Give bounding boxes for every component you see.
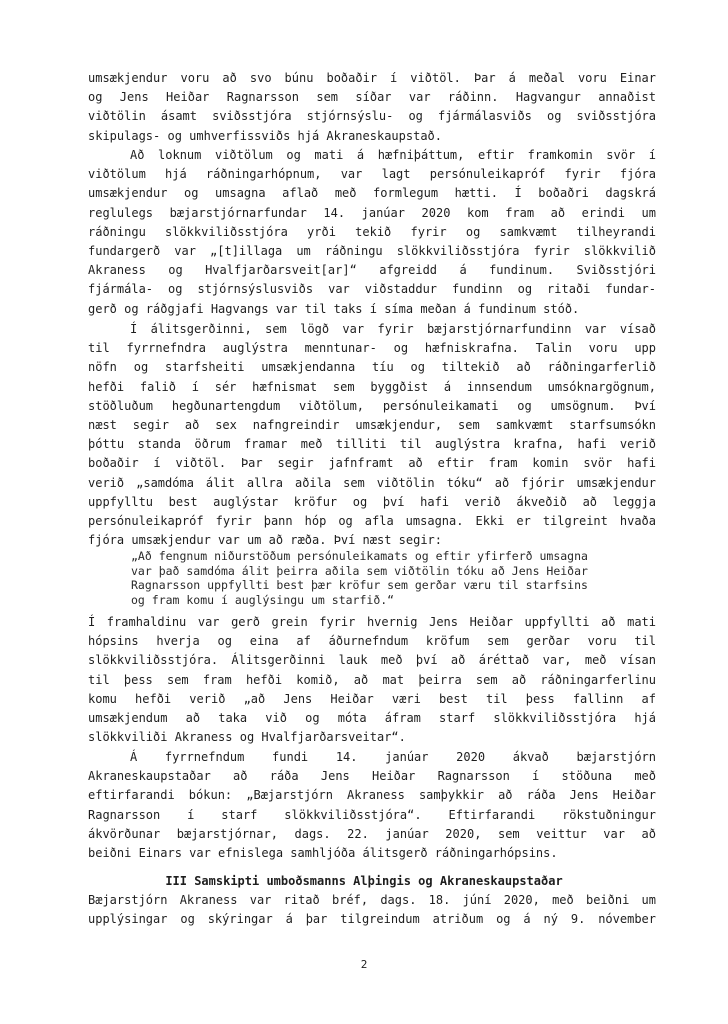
quote-line: og fram komu í auglýsingu um starfið.“ (131, 592, 395, 607)
text-line: og Jens Heiðar Ragnarsson sem síðar var ráðinn. Hagvangur annaðist (88, 90, 656, 105)
paragraph (88, 69, 656, 146)
text-line: beiðni Einars var efnislega samhljóða álitsgerð ráðningarhópsins. (88, 846, 558, 861)
text-line: til fyrrnefndra auglýstra menntunar- og hæfniskrafna. Talin voru upp (88, 341, 656, 356)
text-line: slökkviliði Akraness og Hvalfjarðarsveitar“. (88, 730, 406, 745)
text-line: umsækjendur voru að svo búnu boðaðir í viðtöl. Þar á meðal voru Einar (88, 71, 656, 85)
text-line: eftirfarandi bókun: „Bæjarstjórn Akraness samþykkir að ráða Jens Heiðar (88, 788, 656, 803)
text-line: viðtölin ásamt sviðsstjóra stjórnsýslu- og fjármálasviðs og sviðsstjóra (88, 109, 656, 124)
text-line: ráðningu slökkviliðsstjóra yrði tekið fyrir og samkvæmt tilheyrandi (88, 224, 656, 239)
text-line: fjóra umsækjendur var um að ræða. Því næst segir: (88, 533, 443, 548)
text-line: umsækjendur og umsagna aflað með formlegum hætti. Í boðaðri dagskrá (88, 186, 656, 201)
text-line: verið „samdóma álit allra aðila sem viðtölin tóku“ að fjórir umsækjendur (88, 475, 656, 490)
quote-line: „Að fengnum niðurstöðum persónuleikamats og eftir yfirferð umsagna (131, 549, 588, 563)
text-line: slökkviliðsstjóra. Álitsgerðinni lauk með því að áréttað var, með vísan (88, 653, 656, 668)
paragraph (88, 320, 656, 550)
text-line: umsækjendum að taka við og móta áfram starf slökkviliðsstjóra hjá (88, 711, 656, 726)
block-quote (131, 549, 649, 607)
text-line: næst segir að sex nafngreindir umsækjendur, sem samkvæmt starfsumsókn (88, 418, 656, 433)
text-line: nöfn og starfsheiti umsækjendanna tíu og tiltekið að ráðningarferlið (88, 360, 656, 375)
text-line: hópsins hverja og eina af áðurnefndum kröfum sem gerðar voru til (88, 634, 656, 649)
paragraph (88, 748, 656, 863)
text-line: hefði falið í sér hæfnismat sem byggðist á innsendum umsóknargögnum, (88, 379, 656, 394)
text-line: boðaðir í viðtöl. Þar segir jafnframt að eftir fram komin svör hafi (88, 456, 656, 471)
text-line: Í álitsgerðinni, sem lögð var fyrir bæjarstjórnarfundinn var vísað (130, 322, 656, 336)
text-line: skipulags- og umhverfissviðs hjá Akraneskaupstað. (88, 128, 443, 143)
text-line: þóttu standa öðrum framar með tilliti til auglýstra krafna, hafi verið (88, 437, 656, 452)
text-line: Akraness og Hvalfjarðarsveit[ar]“ afgreidd á fundinum. Sviðsstjóri (88, 263, 656, 278)
text-line: stöðluðum hegðunartengdum viðtölum, persónuleikamati og umsögnum. Því (88, 398, 656, 413)
quote-line: var það samdóma álit þeirra aðila sem viðtölin tóku að Jens Heiðar (131, 563, 588, 578)
text-line: Bæjarstjórn Akraness var ritað bréf, dags. 18. júní 2020, með beiðni um (88, 893, 656, 907)
text-line: ákvörðunar bæjarstjórnar, dags. 22. janúar 2020, sem veittur var að (88, 826, 656, 841)
paragraph (88, 891, 656, 929)
text-line: fundargerð var „[t]illaga um ráðningu slökkviliðsstjóra fyrir slökkvilið (88, 244, 656, 259)
text-line: Ragnarsson í starf slökkviliðsstjóra“. Eftirfarandi rökstuðningur (88, 807, 656, 822)
text-line: upplýsingar og skýringar á þar tilgreindum atriðum og á ný 9. nóvember (88, 912, 656, 927)
text-line: til þess sem fram hefði komið, að mat þeirra sem að ráðningarferlinu (88, 672, 656, 687)
text-line: Í framhaldinu var gerð grein fyrir hvernig Jens Heiðar uppfyllti að mati (88, 615, 656, 629)
text-line: reglulegs bæjarstjórnarfundar 14. janúar 2020 kom fram að erindi um (88, 205, 656, 220)
paragraph (88, 613, 656, 747)
text-line: fjármála- og stjórnsýslusviðs var viðstaddur fundinn og ritaði fundar- (88, 282, 656, 297)
text-line: Að loknum viðtölum og mati á hæfniþáttum, eftir framkomin svör í (130, 148, 656, 162)
page-number: 2 (360, 958, 368, 971)
text-line: persónuleikapróf fyrir þann hóp og afla umsagna. Ekki er tilgreint hvaða (88, 514, 656, 529)
text-line: uppfylltu best auglýstar kröfur og því hafi verið ákveðið að leggja (88, 494, 656, 509)
section-heading: III Samskipti umboðsmanns Alþingis og Akraneskaupstaðar (165, 874, 563, 888)
text-line: komu hefði verið „að Jens Heiðar væri best til þess fallinn af (88, 691, 656, 706)
text-line: gerð og ráðgjafi Hagvangs var til taks í síma meðan á fundinum stóð. (88, 301, 580, 316)
text-line: Á fyrrnefndum fundi 14. janúar 2020 ákvað bæjarstjórn (130, 750, 656, 764)
text-line: viðtölum hjá ráðningarhópnum, var lagt persónuleikapróf fyrir fjóra (88, 167, 656, 182)
quote-line: Ragnarsson uppfyllti best þær kröfur sem gerðar væru til starfsins (131, 578, 588, 593)
paragraph (88, 146, 656, 319)
text-line: Akraneskaupstaðar að ráða Jens Heiðar Ragnarsson í stöðuna með (88, 769, 656, 784)
